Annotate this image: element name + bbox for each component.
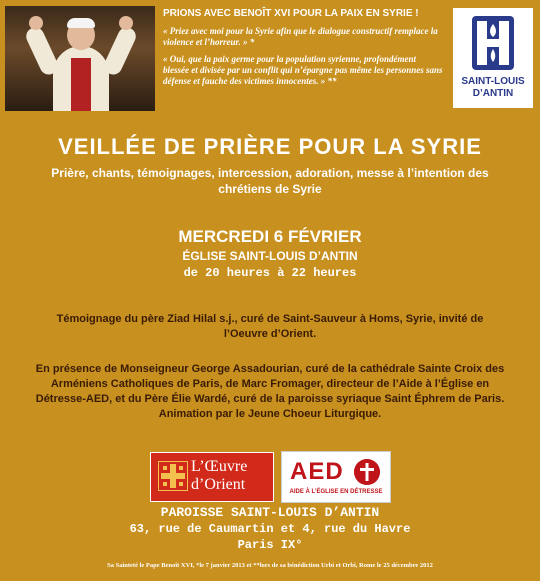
oeuvre-orient-logo (150, 452, 274, 502)
quote-title: PRIONS AVEC BENOÎT XVI POUR LA PAIX EN SYRIE ! (163, 8, 419, 19)
testimony-paragraph: Témoignage du père Ziad Hilal s.j., curé de Saint-Sauveur à Homs, Syrie, invité de l’Oeuvre d’Orient. (56, 313, 484, 340)
aed-logo-text: AED (290, 458, 344, 485)
quote-second: « Oui, que la paix germe pour la population syrienne, profondément blessée et divisée par un conflit qui n’épargne pas même les personnes sans défense et fauche des victimes innocentes. » ** (163, 54, 443, 86)
event-hours: de 20 heures à 22 heures (183, 266, 357, 280)
pope-hair (67, 18, 95, 28)
logo-line-1: SAINT-LOUIS (461, 76, 525, 87)
aed-logo-subtitle: AIDE À L’ÉGLISE EN DÉTRESSE (289, 489, 383, 495)
aed-logo (281, 451, 391, 503)
aed-cross-icon (354, 459, 380, 485)
parish-city: Paris IX° (237, 538, 303, 552)
quote-block (163, 8, 443, 93)
parish-name: PAROISSE SAINT-LOUIS D’ANTIN (160, 505, 380, 520)
saint-louis-antin-logo-text (453, 76, 533, 100)
oeuvre-logo-line-1: L’Œuvre (191, 458, 248, 475)
pope-hand-left (29, 16, 43, 30)
footnote: Sa Sainteté le Pape Benoît XVI, *le 7 janvier 2013 et **lors de sa bénédiction Urbi et Orbi, Rome le 25 décembre 2012 (107, 562, 433, 569)
oeuvre-logo-line-2: d’Orient (191, 476, 246, 493)
event-place: ÉGLISE SAINT-LOUIS D’ANTIN (182, 249, 358, 263)
pope-stole (71, 58, 91, 111)
fleur-de-lis-icon (470, 14, 516, 72)
presence-paragraph: En présence de Monseigneur George Assadourian, curé de la cathédrale Sainte Croix des Arméniens Catholiques de Paris, de Marc Fromager, directeur de l’Aide à l’Église en Détresse-AED, et du Père Élie Wardé, curé de la paroisse syriaque Saint Éphrem de Paris. Animation par le Jeune Choeur Liturgique. (35, 363, 505, 420)
logo-line-2: D’ANTIN (472, 88, 514, 99)
pope-hand-right (119, 16, 133, 30)
event-title: VEILLÉE DE PRIÈRE POUR LA SYRIE (58, 134, 482, 159)
pope-photo (5, 6, 155, 111)
cross-icon (158, 461, 188, 491)
parish-address: 63, rue de Caumartin et 4, rue du Havre (129, 522, 411, 536)
event-date: MERCREDI 6 FÉVRIER (178, 227, 362, 246)
event-subtitle: Prière, chants, témoignages, intercession, adoration, messe à l’intention des chrétiens de Syrie (51, 166, 489, 196)
header-section (0, 0, 540, 120)
quote-first: « Priez avec moi pour la Syrie afin que le dialogue constructif remplace la violence et l’horreur. » * (163, 26, 438, 47)
saint-louis-antin-logo (453, 8, 533, 108)
